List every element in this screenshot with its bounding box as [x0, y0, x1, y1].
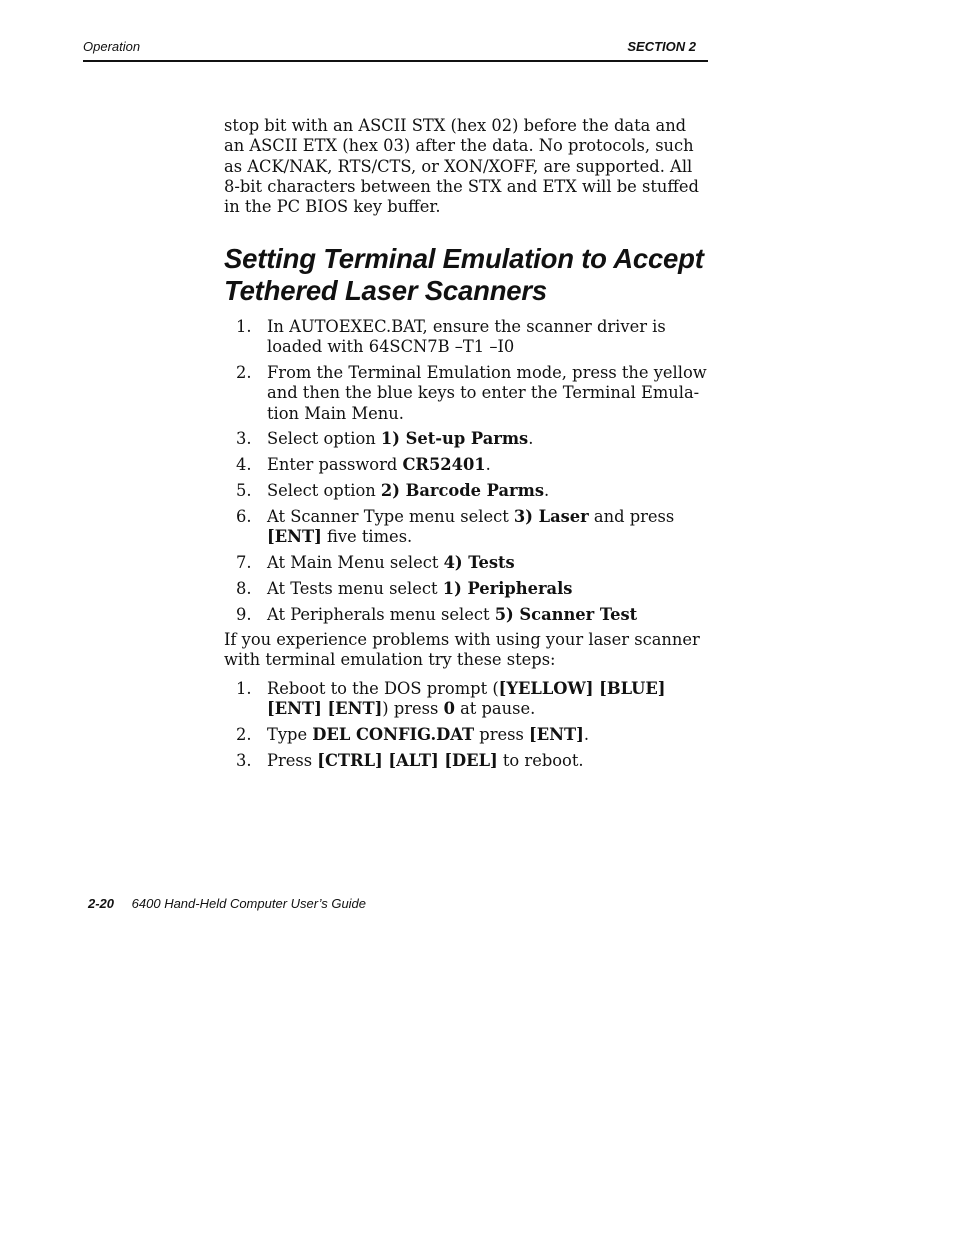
- step-text: Reboot to the DOS prompt (: [267, 679, 499, 698]
- step-text: to reboot.: [497, 750, 584, 770]
- header-section-number: SECTION 2: [627, 39, 696, 54]
- list-item: [224, 579, 708, 599]
- step-number: 2.: [236, 725, 252, 745]
- step-bold-text: 0: [443, 699, 455, 719]
- step-text: At Tests menu select: [267, 578, 443, 598]
- step-text: .: [485, 455, 491, 475]
- list-item: [224, 507, 708, 548]
- step-number: 2.: [236, 363, 252, 383]
- list-item: [224, 725, 708, 745]
- step-text: .: [544, 481, 550, 501]
- troubleshooting-steps-list: [224, 679, 708, 777]
- document-title: 6400 Hand-Held Computer User’s Guide: [131, 896, 367, 911]
- step-number: 8.: [236, 578, 252, 598]
- step-bold-text: 2) Barcode Parms: [380, 481, 545, 501]
- step-number: 3.: [236, 429, 252, 449]
- step-bold-text: CR52401: [402, 455, 486, 475]
- list-item: [224, 481, 708, 501]
- step-text: Type: [267, 725, 313, 745]
- step-text: At Main Menu select: [267, 552, 444, 572]
- section-heading: Setting Terminal Emulation to Accept Tethered Laser Scanners: [224, 243, 704, 306]
- step-bold-text: 4) Tests: [443, 552, 515, 572]
- step-text: Select option: [267, 429, 381, 449]
- step-number: 4.: [236, 455, 252, 475]
- list-item: [224, 553, 708, 573]
- step-number: 6.: [236, 506, 252, 526]
- step-number: 1.: [236, 679, 252, 698]
- step-bold-text: DEL CONFIG.DAT: [312, 725, 475, 745]
- step-text: at pause.: [454, 699, 536, 719]
- list-item: [224, 317, 708, 358]
- step-number: 5.: [236, 481, 252, 501]
- step-text: At Peripherals menu select: [267, 604, 495, 624]
- running-header: [83, 38, 708, 62]
- list-item: [224, 751, 708, 771]
- setup-steps-list: [224, 317, 708, 630]
- list-item: [224, 363, 708, 424]
- step-text: press: [474, 725, 530, 745]
- header-section-name: Operation: [83, 39, 141, 54]
- step-bold-text: [CTRL] [ALT] [DEL]: [317, 750, 498, 770]
- list-item: [224, 605, 708, 625]
- step-bold-text: [YELLOW] [BLUE] [ENT] [ENT]: [267, 679, 666, 719]
- step-text: At Scanner Type menu select: [267, 506, 514, 526]
- troubleshooting-intro: If you experience problems with using your laser scanner with terminal emulation try these steps:: [224, 630, 700, 670]
- list-item: [224, 455, 708, 475]
- list-item: [224, 429, 708, 449]
- page-number: 2-20: [88, 896, 115, 911]
- step-text: Press: [267, 750, 318, 770]
- step-text: ) press: [382, 699, 444, 719]
- step-bold-text: 3) Laser: [513, 506, 589, 526]
- step-bold-text: [ENT]: [529, 725, 584, 745]
- step-number: 3.: [236, 750, 252, 770]
- step-bold-text: 5) Scanner Test: [494, 604, 638, 624]
- step-bold-text: [ENT]: [267, 527, 322, 547]
- intro-paragraph: stop bit with an ASCII STX (hex 02) before the data and an ASCII ETX (hex 03) after the data. No protocols, such as ACK/NAK, RTS/CTS, or XON/XOFF, are supported. All 8-bit characters between the STX and ETX will be stuffed in the PC BIOS key buffer.: [224, 116, 699, 217]
- step-text: From the Terminal Emulation mode, press the yellow and then the blue keys to enter the Terminal Emula-tion Main Menu.: [267, 363, 707, 423]
- step-text: In AUTOEXEC.BAT, ensure the scanner driver is loaded with 64SCN7B –T1 –I0: [267, 317, 666, 357]
- step-number: 1.: [236, 317, 252, 336]
- step-text: and press: [588, 506, 675, 526]
- list-item: [224, 679, 708, 720]
- step-text: .: [528, 429, 534, 449]
- running-footer: [88, 896, 366, 911]
- step-text: Enter password: [267, 455, 403, 475]
- step-text: Select option: [267, 481, 381, 501]
- step-text: five times.: [321, 527, 413, 547]
- step-bold-text: 1) Set-up Parms: [380, 429, 529, 449]
- step-bold-text: 1) Peripherals: [442, 578, 573, 598]
- step-number: 7.: [236, 552, 252, 572]
- step-text: .: [583, 725, 590, 745]
- step-number: 9.: [236, 604, 252, 624]
